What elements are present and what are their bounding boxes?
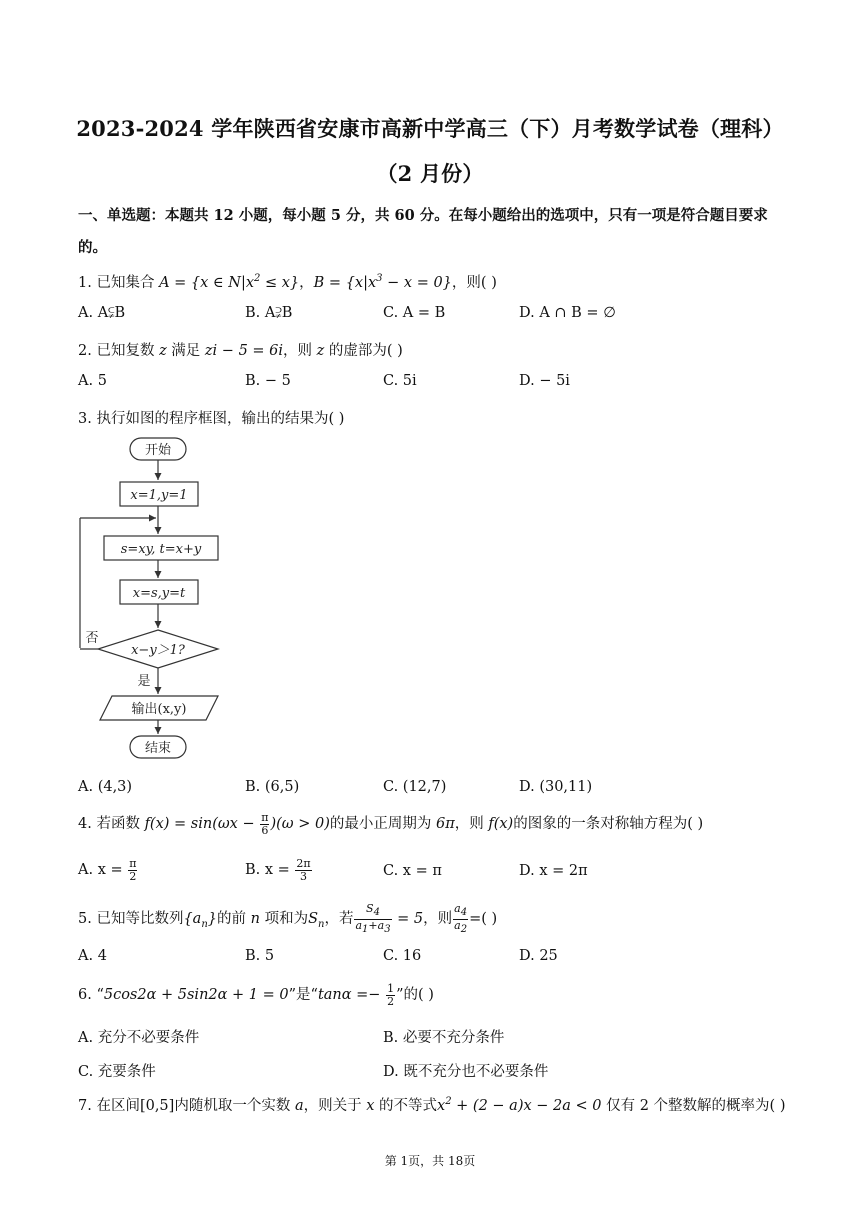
page-title: 2023-2024 学年陕西省安康市高新中学高三（下）月考数学试卷（理科） xyxy=(76,116,784,141)
question-2-option-c: C. 5i xyxy=(383,373,417,389)
question-3-option-b: B. (6,5) xyxy=(245,779,300,795)
question-6-option-c: C. 充要条件 xyxy=(78,1064,156,1080)
question-4-option-b: B. x = $\frac{2\pi}{3}$ xyxy=(245,857,311,883)
program-flowchart xyxy=(70,432,250,764)
flow-end-label: 结束 xyxy=(144,741,172,756)
flow-output-label: 输出(x,y) xyxy=(131,702,187,717)
flow-yes-label: 是 xyxy=(137,674,151,689)
question-6-option-b: B. 必要不充分条件 xyxy=(383,1030,505,1046)
page-subtitle: （2 月份） xyxy=(376,161,484,186)
question-4-option-d: D. x = 2π xyxy=(519,863,588,879)
question-5-option-d: D. 25 xyxy=(519,948,558,964)
question-1-option-b: B. A⫌B xyxy=(245,305,293,321)
question-2-stem: 2. 已知复数 z 满足 zi − 5 = 6i，则 z 的虚部为( ) xyxy=(78,343,403,359)
question-1-option-d: D. A ∩ B = ∅ xyxy=(519,305,616,321)
question-5-option-b: B. 5 xyxy=(245,948,275,964)
question-5-option-c: C. 16 xyxy=(383,948,422,964)
question-3-option-c: C. (12,7) xyxy=(383,779,447,795)
question-4-stem: 4. 若函数 f(x) = sin(ωx − $\frac{\pi}{6}$ )(ω > 0)的最小正周期为 6π，则 f(x)的图象的一条对称轴方程为( ) xyxy=(78,811,704,837)
flow-step1-label: s=xy, t=x+y xyxy=(120,542,202,557)
question-2-option-d: D. − 5i xyxy=(519,373,570,389)
question-3-stem: 3. 执行如图的程序框图，输出的结果为( ) xyxy=(78,411,345,427)
flow-no-label: 否 xyxy=(85,631,99,646)
question-1-option-c: C. A = B xyxy=(383,305,446,321)
flow-step2-label: x=s,y=t xyxy=(132,586,186,601)
question-6-stem: 6. “5cos2α + 5sin2α + 1 = 0”是“tanα =− $\frac{1}{2}$ ”的( ) xyxy=(78,982,434,1008)
question-7-stem: 7. 在区间[0,5]内随机取一个实数 a，则关于 x 的不等式$x^2 + (2 - a)x - 2a < 0$ 仅有 2 个整数解的概率为( ) xyxy=(78,1096,786,1114)
section-heading-cont: 的。 xyxy=(78,239,107,256)
question-2-option-a: A. 5 xyxy=(78,373,107,389)
flow-init-label: x=1,y=1 xyxy=(130,488,188,503)
question-1-option-a: A. A⫋B xyxy=(78,305,126,321)
question-4-option-a: A. x = $\frac{\pi}{2}$ xyxy=(78,857,137,883)
section-heading: 一、单选题：本题共 12 小题，每小题 5 分，共 60 分。在每小题给出的选项中，只有一项是符合题目要求 xyxy=(78,207,768,224)
question-3-option-a: A. (4,3) xyxy=(78,779,133,795)
flow-start-label: 开始 xyxy=(144,443,172,458)
question-6-option-d: D. 既不充分也不必要条件 xyxy=(383,1064,549,1080)
question-1-stem: 1. 已知集合 A = {x ∈ $N|x^2 \le x$}，$B = \{x|x^3 - x = 0\}$，则( ) xyxy=(78,273,497,291)
question-3-option-d: D. (30,11) xyxy=(519,779,593,795)
question-2-option-b: B. − 5 xyxy=(245,373,291,389)
page-number: 第 1页，共 18页 xyxy=(384,1154,476,1168)
question-5-option-a: A. 4 xyxy=(78,948,107,964)
question-5-stem: 5. 已知等比数列$\{a_n\}$的前 n 项和为$S_n$，若 $\frac{S_4}{a_1+a_3}$ = 5，则 $\frac{a_4}{a_2}$ =( ) xyxy=(78,902,498,935)
flow-condition-label: x−y＞1? xyxy=(131,643,185,658)
question-6-option-a: A. 充分不必要条件 xyxy=(78,1030,200,1046)
question-4-option-c: C. x = π xyxy=(383,863,442,879)
